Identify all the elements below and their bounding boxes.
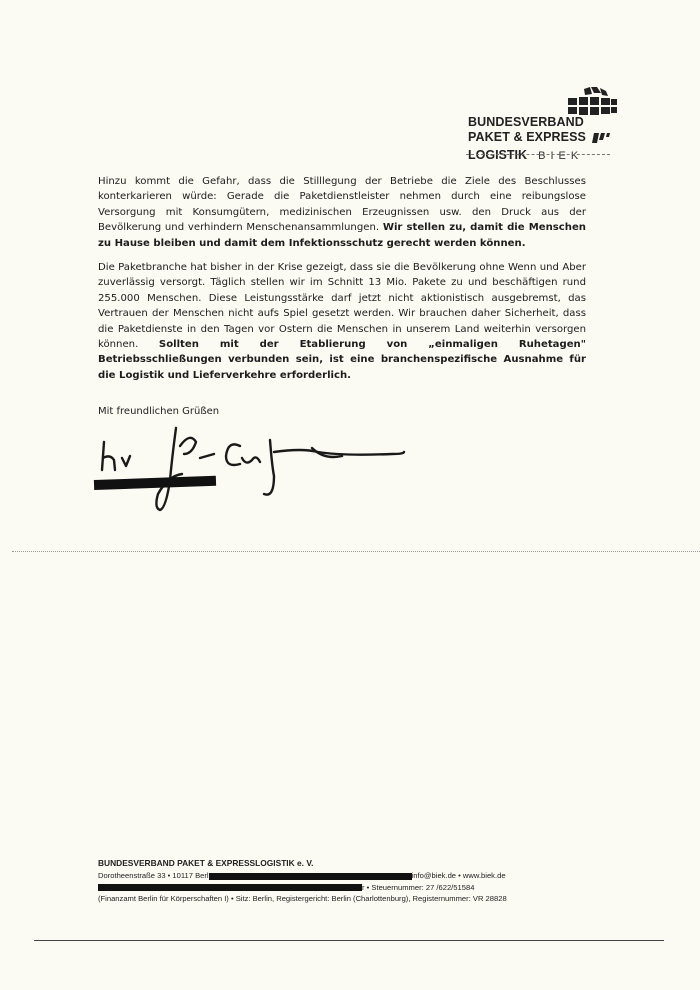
redaction-bar: [209, 873, 412, 880]
footer-registry-row: (Finanzamt Berlin für Körperschaften I) • Sitz: Berlin, Registergericht: Berlin (Charlottenburg), Registernummer: VR 28828: [98, 893, 507, 903]
logo-line-bundesverband: BUNDESVERBAND: [468, 115, 584, 129]
paragraph-1-text: Hinzu kommt die Gefahr, dass die Stilllegung der Betriebe die Ziele des Beschlusses konterkarieren würde: Gerade die Paketdienstleister nehmen durch eine reibungslose Versorgung mit Konsumgütern, medizinischen Erzeugnissen usw. den Druck aus der Bevölkerung und verhindern Menschenansammlungen.: [98, 176, 586, 234]
fold-line: [12, 551, 700, 552]
footer-organization: BUNDESVERBAND PAKET & EXPRESSLOGISTIK e. V.: [98, 858, 314, 868]
footer-address-row: [98, 870, 558, 881]
logo-line-paket-express: [468, 130, 610, 144]
logo-biek-text: BIEK: [538, 150, 584, 162]
bottom-divider: [34, 940, 664, 941]
paragraph-2: [98, 260, 586, 383]
footer-contact: info@biek.de • www.biek.de: [411, 871, 506, 881]
handwritten-signature: [92, 418, 432, 514]
redaction-bar: [98, 884, 362, 891]
footer-address-start: Dorotheenstraße 33 • 10117 Berl: [98, 871, 209, 881]
paragraph-2-bold: Sollten mit der Etablierung von „einmaligen Ruhetagen" Betriebsschließungen verbunden sein, ist eine branchenspezifische Ausnahme für die Logistik und Lieferverkehre erforderlich.: [98, 339, 586, 381]
footer-tax-number: r • Steuernummer: 27 /622/51584: [362, 882, 475, 892]
logo-logistik-text: LOGISTIK: [468, 148, 528, 162]
footer-tax-row: [98, 882, 558, 893]
globe-mark-icon: [564, 86, 618, 116]
paragraph-2-text: Die Paketbranche hat bisher in der Krise gezeigt, dass sie die Bevölkerung ohne Wenn und Aber zuverlässig versorgt. Täglich stellen wir im Schnitt 13 Mio. Pakete zu und beschäftigen rund 255.000 Menschen. Diese Leistungsstärke darf jetzt nicht aktionistisch ausgebremst, das Vertrauen der Menschen nicht aufs Spiel gesetzt werden. Wir brauchen daher Sicherheit, dass die Paketdienste in den Tagen vor Ostern die Menschen in unserem Land weiterhin versorgen können.: [98, 262, 586, 351]
footer: [98, 858, 558, 904]
biek-logo: [468, 86, 628, 162]
closing-salutation: Mit freundlichen Grüßen: [98, 406, 220, 417]
paragraph-1-bold: Wir stellen zu, damit die Menschen zu Hause bleiben und damit dem Infektionsschutz gerecht werden können.: [98, 222, 586, 249]
logo-stripes-icon: [592, 133, 610, 143]
paragraph-1: [98, 174, 586, 251]
logo-line-paket-express-text: PAKET & EXPRESS: [468, 130, 586, 144]
letter-body: [98, 174, 586, 392]
header-divider: [466, 154, 610, 155]
